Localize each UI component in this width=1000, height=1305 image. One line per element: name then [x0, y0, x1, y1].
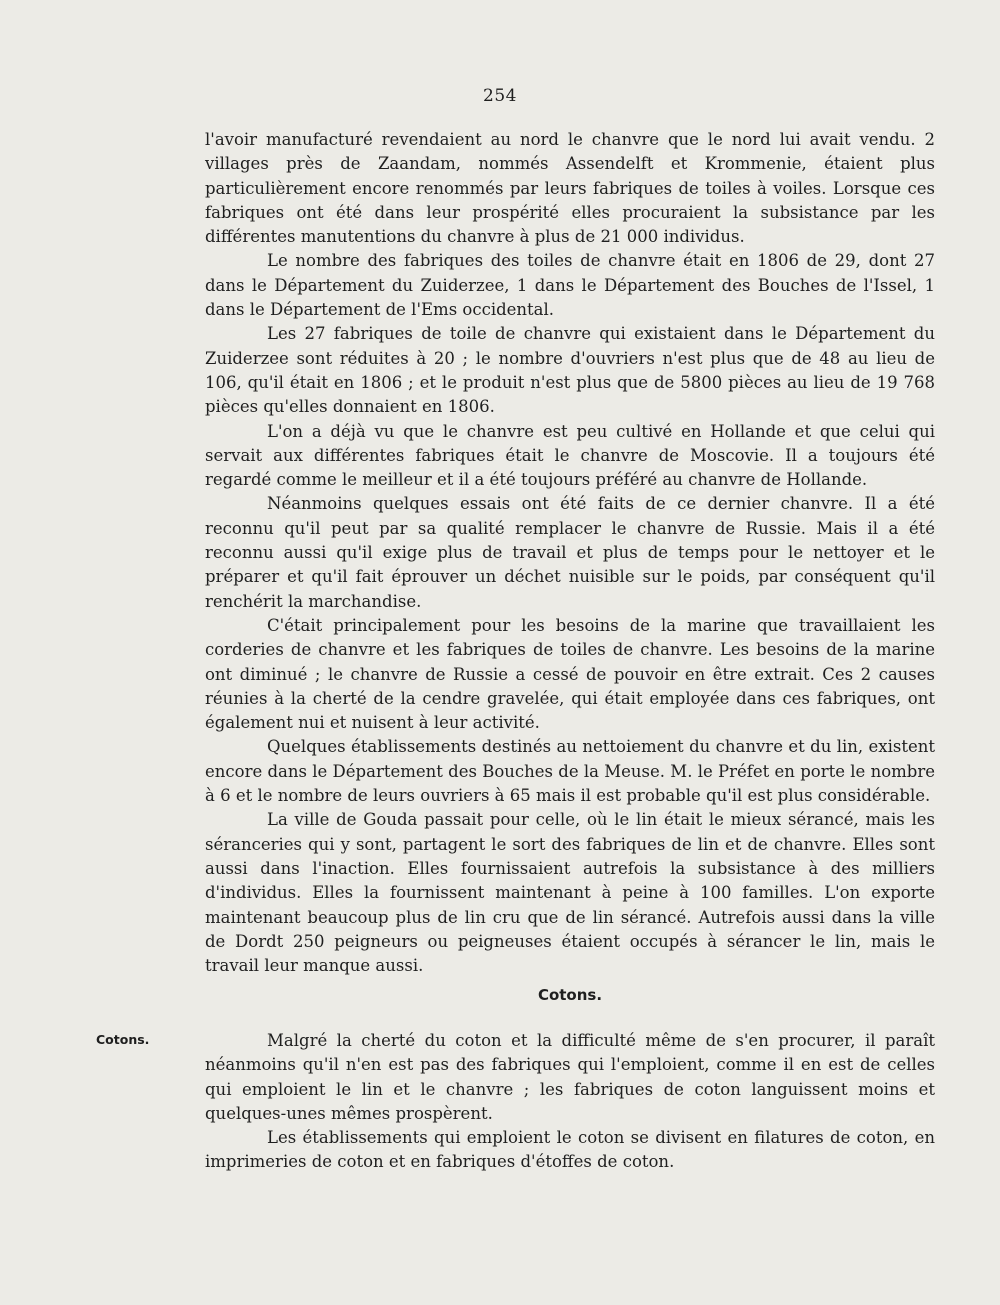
paragraph-5: Néanmoins quelques essais ont été faits de ce dernier chanvre. Il a été reconnu qu'il peut par sa qualité remplacer le chanvre de Russie. Mais il a été reconnu aussi qu'il exige plus de travail et plus de temps pour le nettoyer et le préparer et qu'il fait éprouver un déchet nuisible sur le poids, par conséquent qu'il renchérit la marchandise. [205, 494, 935, 611]
paragraph-7: Quelques établissements destinés au nettoiement du chanvre et du lin, existent encore dans le Département des Bouches de la Meuse. M. le Préfet en porte le nombre à 6 et le nombre de leurs ouvriers à 65 mais il est probable qu'il est plus considérable. [205, 737, 935, 806]
main-text-block [205, 128, 935, 978]
paragraph-4: L'on a déjà vu que le chanvre est peu cultivé en Hollande et que celui qui servait aux différentes fabriques était le chanvre de Moscovie. Il a toujours été regardé comme le meilleur et il a été toujours préféré au chanvre de Hollande. [205, 421, 935, 490]
paragraph-3: Les 27 fabriques de toile de chanvre qui existaient dans le Département du Zuiderzee sont réduites à 20 ; le nombre d'ouvriers n'est plus que de 48 au lieu de 106, qu'il était en 1806 ; et le produit n'est plus que de 5800 pièces au lieu de 19 768 pièces qu'elles donnaient en 1806. [205, 324, 935, 417]
paragraph-8: La ville de Gouda passait pour celle, où le lin était le mieux sérancé, mais les séranceries qui y sont, partagent le sort des fabriques de lin et de chanvre. Elles sont aussi dans l'inaction. Elles fournissaient autrefois la subsistance à des milliers d'individus. Elles la fournissent maintenant à peine à 100 familles. L'on exporte maintenant beaucoup plus de lin cru que de lin sérancé. Autrefois aussi dans la ville de Dordt 250 peigneurs ou peigneuses étaient occupés à sérancer le lin, mais le travail leur manque aussi. [205, 810, 935, 976]
paragraph-1: l'avoir manufacturé revendaient au nord le chanvre que le nord lui avait vendu. 2 villages près de Zaandam, nommés Assendelft et Krommenie, étaient plus particulièrement encore renommés par leurs fabriques de toiles à voiles. Lorsque ces fabriques ont été dans leur prospérité elles procuraient la subsistance par les différentes manutentions du chanvre à plus de 21 000 individus. [205, 130, 935, 247]
section-paragraph-1: Malgré la cherté du coton et la difficulté même de s'en procurer, il paraît néanmoins qu'il n'en est pas des fabriques qui l'emploient, comme il en est de celles qui emploient le lin et le chanvre ; les fabriques de coton languissent moins et quelques-unes mêmes prospèrent. [205, 1031, 935, 1123]
margin-note: Cotons. [96, 1032, 150, 1047]
paragraph-2: Le nombre des fabriques des toiles de chanvre était en 1806 de 29, dont 27 dans le Département du Zuiderzee, 1 dans le Département des Bouches de l'Issel, 1 dans le Département de l'Ems occidental. [205, 251, 935, 320]
section-paragraph-2: Les établissements qui emploient le coton se divisent en filatures de coton, en imprimeries de coton et en fabriques d'étoffes de coton. [205, 1128, 935, 1172]
paragraph-6: C'était principalement pour les besoins de la marine que travaillaient les corderies de chanvre et les fabriques de toiles de chanvre. Les besoins de la marine ont diminué ; le chanvre de Russie a cessé de pouvoir en être extrait. Ces 2 causes réunies à la cherté de la cendre gravelée, qui était employée dans ces fabriques, ont également nui et nuisent à leur activité. [205, 615, 935, 733]
page-number: 254 [483, 86, 517, 106]
section-text-block [205, 1029, 935, 1175]
section-heading: Cotons. [537, 986, 603, 1004]
